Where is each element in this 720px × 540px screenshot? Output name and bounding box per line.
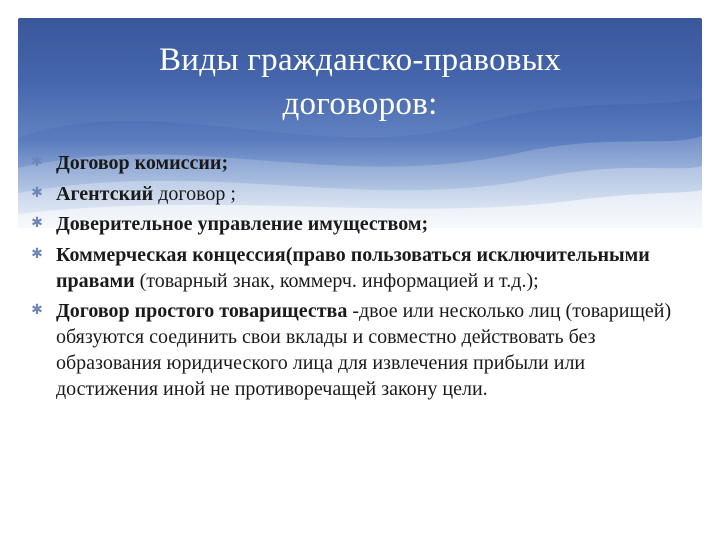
asterisk-bullet-icon: ✱	[31, 216, 43, 232]
item-text: -двое или несколько лиц (товарищей) обязуются соединить свои вклады и совместно действовать без образования юридического лица для извлечения прибыли или достижения иной не противоречащей закону цели.	[56, 300, 672, 401]
list-item	[30, 298, 690, 402]
item-bold-text: Договор простого товарищества	[56, 300, 348, 323]
list-item	[30, 242, 690, 294]
asterisk-bullet-icon: ✱	[31, 303, 43, 319]
title-line-1: Виды гражданско-правовых	[158, 42, 562, 78]
item-bold-text: Коммерческая концессия(право пользоваться исключительными правами	[56, 243, 650, 292]
item-text: (товарный знак, коммерч. информацией и т.д.);	[134, 269, 539, 292]
title-line-2: договоров:	[282, 86, 438, 122]
asterisk-bullet-icon: ✱	[31, 155, 43, 170]
item-text: договор ;	[153, 182, 236, 205]
asterisk-bullet-icon: ✱	[31, 185, 43, 201]
slide-title	[18, 38, 702, 126]
item-bold-text: Доверительное управление имуществом;	[56, 213, 429, 236]
list-item	[30, 181, 690, 207]
bullet-list	[30, 150, 690, 407]
list-item	[30, 211, 690, 237]
item-bold-text: Агентский	[56, 182, 154, 205]
asterisk-bullet-icon: ✱	[31, 246, 43, 262]
list-item	[30, 150, 690, 176]
item-bold-text: Договор комиссии;	[56, 152, 229, 174]
